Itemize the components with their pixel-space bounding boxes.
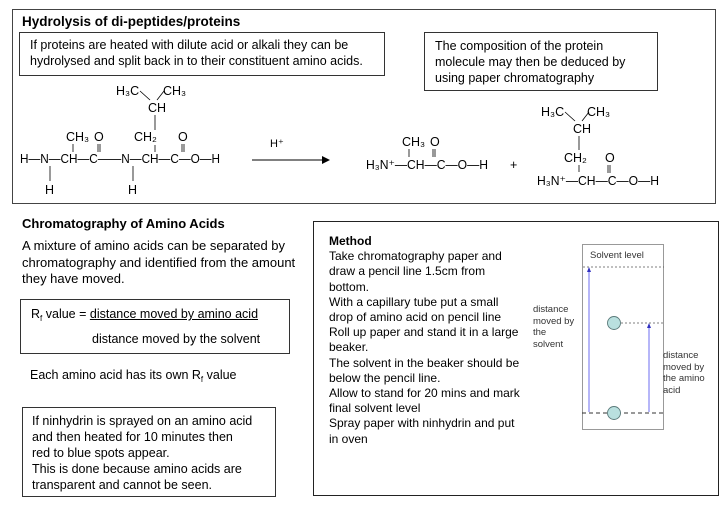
rf-note-after: value [203,368,237,382]
chromatography-intro-line-3: they have moved. [22,271,125,286]
chromatography-intro-line-1: A mixture of amino acids can be separated by [22,238,286,253]
rf-note-text: Each amino acid has its own R [30,368,201,382]
chromatography-intro [22,238,295,288]
amino-acid-spot-origin [608,407,621,420]
method-line-12: Spray paper with ninhydrin and put [329,416,515,431]
solvent-level-label: Solvent level [590,250,644,261]
dipeptide-ch-branch: CH [148,101,167,115]
amino-distance-label-line-1: distance [663,350,699,361]
ninhydrin-line-2: and then heated for 10 minutes then [32,430,233,444]
ninhydrin-line-3: red to blue spots appear. [32,446,170,460]
solvent-distance-label-line-1: distance [533,304,569,315]
amino-distance-label-line-2: moved by [663,361,705,373]
solvent-distance-label-line-2: moved by [533,315,575,327]
method-line-6: Roll up paper and stand it in a large [329,325,519,340]
leucine-ch3: CH₃ [587,105,611,119]
ninhydrin-line-1: If ninhydrin is sprayed on an amino acid [32,414,253,428]
alanine-structure [366,135,488,172]
rf-numerator: distance moved by amino acid [89,307,259,321]
solvent-arrow-head [587,267,591,272]
solvent-distance-label-line-4: solvent [533,338,564,350]
method-line-3: bottom. [329,279,370,294]
dipeptide-h3c: H₃C [116,84,140,98]
dipeptide-ch3-top: CH₃ [163,84,187,98]
ninhydrin-line-5: transparent and cannot be seen. [32,478,212,492]
method-line-13: in oven [329,431,368,446]
chromatography-marks [525,240,715,440]
solvent-distance-label-line-3: the [533,327,547,338]
dipeptide-nh-2: H [128,183,138,197]
method-text [329,234,520,447]
leucine-ch2: CH₂ [564,151,587,165]
rf-formula-lhs [31,306,258,327]
rf-symbol: R [31,307,41,321]
amino-distance-label-line-3: the amino [663,373,705,384]
chromatography-title: Chromatography of Amino Acids [22,216,225,231]
alanine-o: O [430,135,440,149]
rf-subscript: f [40,314,43,323]
dipeptide-o2: O [178,130,188,144]
dipeptide-structure [20,84,220,197]
rf-formula-box [20,299,290,354]
hydrolysis-reaction-scheme [0,0,726,205]
amino-distance-label-line-4: acid [663,384,681,396]
chromatography-diagram [525,240,715,440]
method-line-5: drop of amino acid on pencil line [329,310,502,325]
plus-sign: + [510,158,518,172]
leucine-o: O [605,151,615,165]
method-title: Method [329,234,372,248]
method-line-2: draw a pencil line 1.5cm from [329,264,486,279]
ninhydrin-box [22,407,276,497]
method-line-7: beaker. [329,340,369,355]
hydrolysis-intro-line-2: hydrolysed and split back in to their constituent amino acids. [30,54,363,68]
rf-note [30,367,237,388]
chromatography-intro-line-2: chromatography and identified from the amount [22,254,296,270]
rf-denominator: distance moved by the solvent [92,332,261,346]
amino-acid-spot-moved [608,317,621,330]
hydrolysis-title: Hydrolysis of di-peptides/proteins [22,14,241,29]
method-line-9: below the pencil line. [329,370,441,385]
method-line-4: With a capillary tube put a small [329,294,499,309]
rf-equals: value = [42,307,90,321]
alanine-ch3: CH₃ [402,135,426,149]
leucine-chain: H₃N⁺—CH—C—O—H [537,174,659,188]
leucine-h3c: H₃C [541,105,565,119]
composition-line-1: The composition of the protein [435,39,604,53]
leucine-structure [537,105,659,188]
composition-line-3: using paper chromatography [435,71,595,85]
dipeptide-o1: O [94,130,104,144]
method-line-1: Take chromatography paper and [329,249,502,264]
reaction-arrow-head [322,156,330,164]
dipeptide-ch2: CH₂ [134,130,157,144]
method-line-10: Allow to stand for 20 mins and mark [329,386,520,401]
alanine-chain: H₃N⁺—CH—C—O—H [366,158,488,172]
rf-note-subscript: f [200,375,204,384]
dipeptide-nh-1: H [45,183,55,197]
amino-arrow-head [647,323,651,328]
method-line-11: final solvent level [329,401,421,416]
method-line-8: The solvent in the beaker should be [329,355,520,370]
ninhydrin-line-4: This is done because amino acids are [32,462,242,476]
catalyst-label: H⁺ [270,138,284,150]
composition-line-2: molecule may then be deduced by [435,55,626,69]
dipeptide-ch3-ala: CH₃ [66,130,90,144]
hydrolysis-intro-line-1: If proteins are heated with dilute acid or alkali they can be [30,38,349,52]
leucine-ch: CH [573,122,592,136]
dipeptide-chain: H—N—CH—C——N—CH—C—O—H [20,152,220,166]
